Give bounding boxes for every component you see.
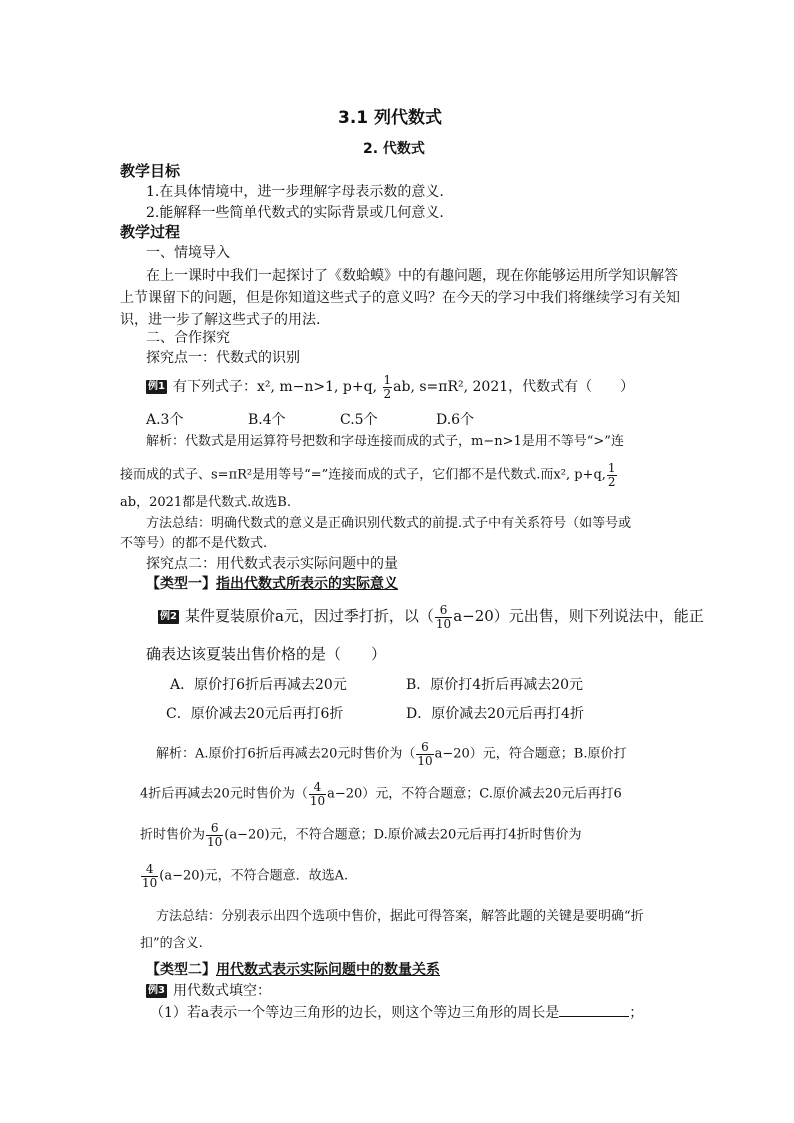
example-2-solution-3-a: 折时售价为 — [140, 827, 206, 843]
fraction-numerator: 4 — [309, 781, 326, 795]
example-2-solution-3-b: (a−20)元，不符合题意；D.原价减去20元后再打4折时售价为 — [224, 827, 582, 843]
section-heading-1: 一、情境导入 — [146, 245, 230, 261]
example-2-option-d: D．原价减去20元后再打4折 — [406, 706, 584, 722]
fraction-numerator: 1 — [607, 461, 616, 475]
example-3-stem-text: 用代数式填空： — [172, 983, 271, 999]
example-1-option-b: B.4个 — [248, 412, 286, 428]
fraction — [206, 822, 223, 848]
example-1-stem — [146, 374, 634, 400]
fraction-denominator: 10 — [435, 616, 452, 631]
goal-item-2: 2.能解释一些简单代数式的实际背景或几何意义. — [146, 205, 444, 221]
example-1-badge: 例1 — [148, 381, 165, 393]
example-1-summary-2: 不等号）的都不是代数式. — [120, 536, 268, 551]
example-2-summary-1: 方法总结：分别表示出四个选项中售价，据此可得答案，解答此题的关键是要明确“折 — [156, 909, 644, 924]
example-2-solution-2-b: a−20）元，不符合题意；C.原价减去20元后再打6 — [327, 786, 622, 802]
intro-line-1: 在上一课时中我们一起探讨了《数蛤蟆》中的有趣问题，现在你能够运用所学知识解答 — [146, 268, 678, 284]
fraction-denominator: 2 — [383, 386, 392, 401]
example-2-option-b: B．原价打4折后再减去20元 — [406, 677, 584, 693]
type-1-title: 指出代数式所表示的实际意义 — [216, 576, 398, 592]
example-1-summary-1: 方法总结：明确代数式的意义是正确识别代数式的前提.式子中有关系符号（如等号或 — [146, 516, 632, 531]
example-3-question-1 — [150, 1004, 643, 1022]
type-1-heading — [146, 576, 398, 593]
intro-line-3: 识，进一步了解这些式子的用法. — [120, 312, 321, 328]
goals-heading: 教学目标 — [120, 162, 181, 180]
example-2-solution-2 — [140, 781, 622, 807]
example-1-solution-2 — [120, 462, 618, 488]
example-2-summary-2: 扣”的含义. — [140, 936, 203, 951]
fraction — [607, 462, 617, 488]
example-1-option-a: A.3个 — [146, 412, 184, 428]
fraction — [141, 863, 158, 889]
fraction-numerator: 6 — [435, 604, 452, 618]
fraction-numerator: 4 — [141, 863, 158, 877]
example-2-solution-1-a: 解析：A.原价打6折后再减去20元时售价为（ — [156, 746, 416, 762]
fraction-denominator: 10 — [417, 753, 433, 768]
example-3-question-1-end: ； — [629, 1005, 644, 1021]
example-2-solution-1 — [156, 741, 627, 767]
explore-point-2: 探究点二：用代数式表示实际问题中的量 — [146, 556, 398, 572]
example-2-solution-1-b: a−20）元，符合题意；B.原价打 — [434, 746, 627, 762]
example-3-stem — [146, 983, 271, 1000]
example-2-badge: 例2 — [160, 611, 177, 623]
process-heading: 教学过程 — [120, 223, 181, 241]
page-title: 3.1 列代数式 — [338, 108, 443, 128]
example-2-solution-2-a: 4折后再减去20元时售价为（ — [140, 786, 308, 802]
fraction-numerator: 6 — [416, 741, 433, 755]
example-3-question-1-text: （1）若a表示一个等边三角形的边长，则这个等边三角形的周长是 — [150, 1005, 560, 1021]
fraction — [435, 604, 452, 630]
answer-blank[interactable] — [559, 1004, 629, 1017]
page-subtitle: 2. 代数式 — [363, 141, 425, 157]
example-1-option-d: D.6个 — [436, 412, 475, 428]
fraction — [383, 374, 393, 400]
example-3-badge: 例3 — [148, 985, 165, 996]
example-1-stem-b: ab, s=πR², 2021，代数式有（ ） — [393, 379, 635, 396]
example-2-solution-4-b: (a−20)元，不符合题意．故选A. — [159, 868, 349, 884]
example-2-option-a: A．原价打6折后再减去20元 — [170, 677, 347, 693]
example-1-option-c: C.5个 — [340, 412, 378, 428]
fraction — [309, 781, 326, 807]
fraction-denominator: 10 — [309, 793, 326, 808]
fraction-denominator: 10 — [142, 875, 158, 890]
example-1-solution-1: 解析：代数式是用运算符号把数和字母连接而成的式子，m−n>1是用不等号“>”连 — [146, 434, 624, 449]
intro-line-2: 上节课留下的问题，但是你知道这些式子的意义吗？在今天的学习中我们将继续学习有关知 — [120, 290, 680, 306]
fraction-denominator: 10 — [207, 834, 223, 849]
example-1-solution-2-text: 接而成的式子、s=πR²是用等号“=”连接而成的式子，它们都不是代数式.而x², p+q, — [120, 467, 606, 483]
example-1-solution-3: ab，2021都是代数式.故选B. — [120, 495, 291, 510]
example-2-option-c: C．原价减去20元后再打6折 — [166, 706, 344, 722]
type-2-title: 用代数式表示实际问题中的数量关系 — [216, 962, 440, 978]
example-2-stem-a: 某件夏装原价a元，因过季打折，以（ — [184, 607, 434, 626]
example-2-stem — [158, 604, 704, 630]
fraction-numerator: 6 — [206, 822, 223, 836]
fraction — [416, 741, 433, 767]
type-2-label: 【类型二】 — [146, 962, 216, 978]
type-1-label: 【类型一】 — [146, 576, 216, 592]
example-2-solution-4 — [140, 863, 348, 889]
explore-point-1: 探究点一：代数式的识别 — [146, 350, 300, 366]
type-2-heading — [146, 962, 440, 979]
fraction-denominator: 2 — [607, 474, 616, 489]
example-2-stem-b: a−20）元出售，则下列说法中，能正 — [453, 607, 704, 626]
goal-item-1: 1.在具体情境中，进一步理解字母表示数的意义. — [146, 184, 444, 200]
example-1-stem-a: 有下列式子：x², m−n>1, p+q, — [172, 379, 382, 396]
section-heading-2: 二、合作探究 — [146, 330, 230, 346]
fraction-numerator: 1 — [383, 373, 392, 387]
example-2-stem-2: 确表达该夏装出售价格的是（ ） — [146, 645, 387, 663]
example-2-solution-3 — [140, 822, 582, 848]
